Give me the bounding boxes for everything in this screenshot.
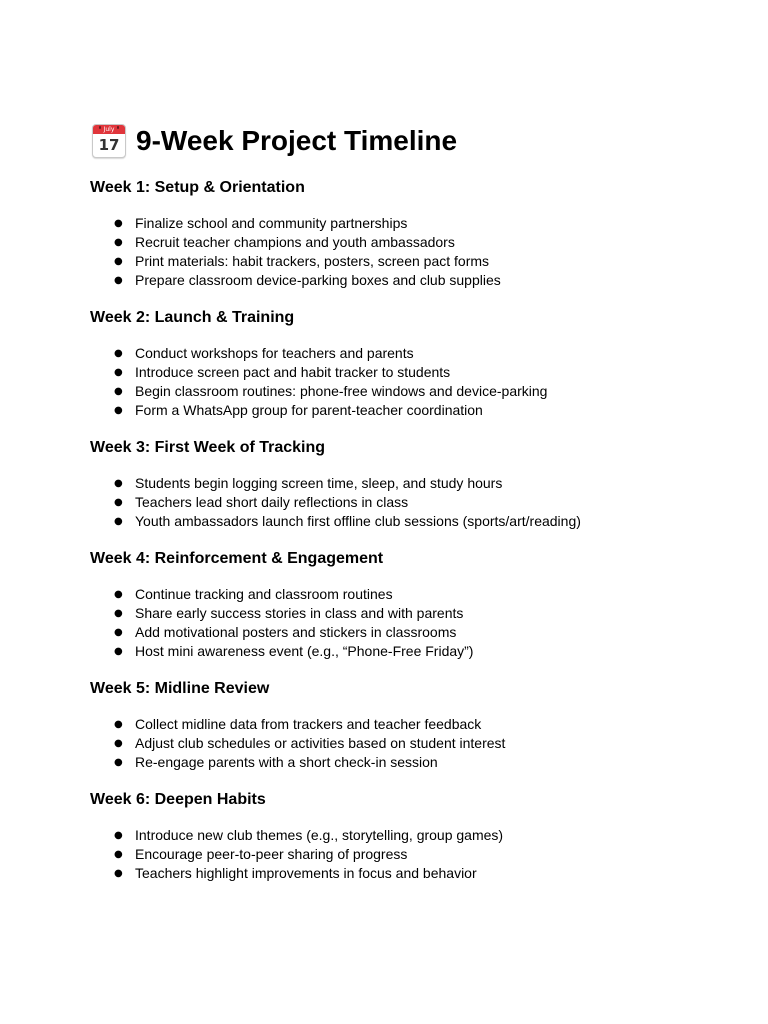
bullet-icon: ● xyxy=(114,405,123,416)
list-item xyxy=(90,512,730,531)
list-item-text: Continue tracking and classroom routines xyxy=(135,586,393,602)
week-item-list xyxy=(90,585,730,661)
list-item-text: Students begin logging screen time, sleep, and study hours xyxy=(135,475,503,491)
list-item xyxy=(90,382,730,401)
week-section xyxy=(90,178,730,290)
week-heading: Week 3: First Week of Tracking xyxy=(90,439,326,456)
week-item-list xyxy=(90,826,730,883)
bullet-icon: ● xyxy=(114,589,123,600)
list-item xyxy=(90,734,730,753)
list-item-text: Teachers lead short daily reflections in class xyxy=(135,494,409,510)
week-item-list xyxy=(90,214,730,290)
list-item xyxy=(90,344,730,363)
document-page xyxy=(90,118,730,901)
list-item-text: Adjust club schedules or activities based on student interest xyxy=(135,735,506,751)
list-item xyxy=(90,642,730,661)
bullet-icon: ● xyxy=(114,367,123,378)
list-item-text: Print materials: habit trackers, posters, screen pact forms xyxy=(135,253,490,269)
list-item-text: Teachers highlight improvements in focus and behavior xyxy=(135,865,477,881)
list-item xyxy=(90,826,730,845)
page-title: 9-Week Project Timeline xyxy=(136,125,458,156)
bullet-icon: ● xyxy=(114,218,123,229)
list-item-text: Re-engage parents with a short check-in session xyxy=(135,754,438,770)
list-item-text: Host mini awareness event (e.g., “Phone-Free Friday”) xyxy=(135,643,474,659)
list-item-text: Recruit teacher champions and youth ambassadors xyxy=(135,234,455,250)
week-heading: Week 6: Deepen Habits xyxy=(90,791,266,808)
list-item xyxy=(90,585,730,604)
list-item-text: Finalize school and community partnerships xyxy=(135,215,408,231)
bullet-icon: ● xyxy=(114,497,123,508)
bullet-icon: ● xyxy=(114,868,123,879)
list-item xyxy=(90,233,730,252)
bullet-icon: ● xyxy=(114,237,123,248)
list-item-text: Encourage peer-to-peer sharing of progress xyxy=(135,846,408,862)
bullet-icon: ● xyxy=(114,849,123,860)
calendar-month: July xyxy=(93,125,125,134)
calendar-icon xyxy=(92,124,126,158)
week-item-list xyxy=(90,344,730,420)
week-section xyxy=(90,308,730,420)
bullet-icon: ● xyxy=(114,275,123,286)
bullet-icon: ● xyxy=(114,757,123,768)
list-item-text: Collect midline data from trackers and teacher feedback xyxy=(135,716,482,732)
calendar-rings xyxy=(99,126,119,129)
list-item xyxy=(90,493,730,512)
list-item xyxy=(90,252,730,271)
bullet-icon: ● xyxy=(114,516,123,527)
week-heading: Week 4: Reinforcement & Engagement xyxy=(90,550,384,567)
week-heading: Week 5: Midline Review xyxy=(90,680,270,697)
calendar-day: 17 xyxy=(98,136,120,154)
bullet-icon: ● xyxy=(114,256,123,267)
week-item-list xyxy=(90,474,730,531)
list-item-text: Begin classroom routines: phone-free windows and device-parking xyxy=(135,383,548,399)
list-item xyxy=(90,401,730,420)
list-item-text: Introduce new club themes (e.g., storytelling, group games) xyxy=(135,827,504,843)
bullet-icon: ● xyxy=(114,738,123,749)
list-item xyxy=(90,753,730,772)
bullet-icon: ● xyxy=(114,348,123,359)
list-item xyxy=(90,363,730,382)
bullet-icon: ● xyxy=(114,478,123,489)
list-item-text: Introduce screen pact and habit tracker to students xyxy=(135,364,451,380)
list-item-text: Share early success stories in class and with parents xyxy=(135,605,464,621)
list-item-text: Add motivational posters and stickers in classrooms xyxy=(135,624,457,640)
list-item xyxy=(90,845,730,864)
list-item xyxy=(90,214,730,233)
list-item-text: Youth ambassadors launch first offline club sessions (sports/art/reading) xyxy=(135,513,581,529)
bullet-icon: ● xyxy=(114,608,123,619)
bullet-icon: ● xyxy=(114,830,123,841)
list-item xyxy=(90,474,730,493)
week-section xyxy=(90,438,730,531)
week-item-list xyxy=(90,715,730,772)
list-item xyxy=(90,864,730,883)
week-section xyxy=(90,549,730,661)
list-item xyxy=(90,715,730,734)
list-item xyxy=(90,604,730,623)
bullet-icon: ● xyxy=(114,627,123,638)
bullet-icon: ● xyxy=(114,719,123,730)
list-item xyxy=(90,623,730,642)
list-item-text: Prepare classroom device-parking boxes and club supplies xyxy=(135,272,501,288)
week-section xyxy=(90,790,730,883)
list-item xyxy=(90,271,730,290)
bullet-icon: ● xyxy=(114,386,123,397)
list-item-text: Conduct workshops for teachers and parents xyxy=(135,345,414,361)
week-heading: Week 1: Setup & Orientation xyxy=(90,179,305,196)
bullet-icon: ● xyxy=(114,646,123,657)
week-heading: Week 2: Launch & Training xyxy=(90,309,295,326)
list-item-text: Form a WhatsApp group for parent-teacher coordination xyxy=(135,402,483,418)
week-section xyxy=(90,679,730,772)
title-row xyxy=(90,118,730,164)
